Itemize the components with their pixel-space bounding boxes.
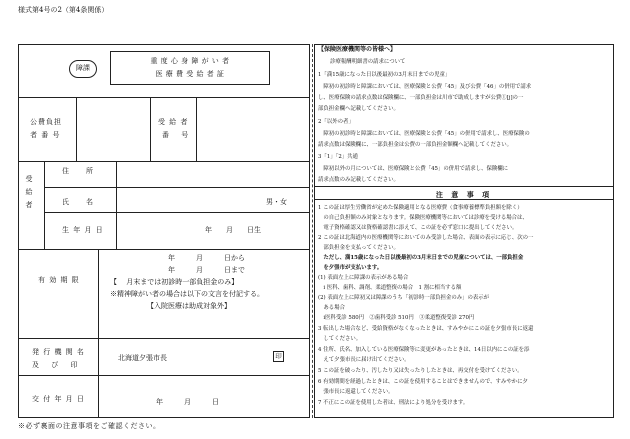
- birth-label: 生 年 月 日: [62, 226, 104, 234]
- seal-char: 印: [275, 352, 282, 360]
- notice-line: ⅰ 医科、歯科、調剤、柔道整復の場合 1 割に相当する額: [318, 285, 462, 291]
- insurance-line: 部負担金欄へ記載してください。: [318, 106, 399, 112]
- address-label: 住 所: [62, 167, 94, 175]
- title-line-2: 医 療 費 受 給 者 証: [155, 70, 225, 78]
- insurance-line: 障初の初診時と障課においては、医療保険と公費「45」の併用で請求し、医療保険の: [318, 131, 530, 137]
- category-stamp-label: 障課: [76, 64, 90, 72]
- notice-line: 4 住所、氏名、加入している医療保険等に変更があったときは、14日以内にこの証を添: [318, 347, 530, 353]
- recipient-number-field[interactable]: [197, 98, 309, 160]
- notice-line: 張市長に返還してください。: [318, 389, 394, 395]
- insurance-line: 2「以外の者」: [318, 119, 354, 125]
- validity-note-3: 【入院医療は助成対象外】: [147, 302, 231, 310]
- notice-line: 3 転出した場合など、受給資格がなくなったときは、すみやかにこの証を夕張市長に返還: [318, 326, 534, 332]
- name-field[interactable]: [117, 188, 257, 211]
- issuer-label-1: 発 行 機 関 名: [32, 348, 85, 356]
- issuer-name: 北海道夕張市長: [118, 354, 167, 362]
- notice-line: してください。: [318, 336, 362, 342]
- notice-line: (1) 表面左上に障課の表示がある場合: [318, 275, 409, 281]
- form-id: 様式第4号の2（第4条関係）: [18, 6, 109, 14]
- insurance-line: 障初の初診時と障課においては、医療保険と公費「45」及び公費「46」の併用で請求: [318, 84, 532, 90]
- issue-date-label: 交 付 年 月 日: [32, 395, 85, 403]
- notice-line: 6 有効期間を経過したときは、この証を使用することはできませんので、すみやかに夕: [318, 379, 528, 385]
- insurance-line: 請求点数のみ記載してください。: [318, 177, 399, 183]
- name-label: 氏 名: [62, 198, 94, 206]
- issuer-label-2: 及 び 印: [32, 361, 79, 369]
- notice-line: ただし、満15歳になった日以後最初の3月末日までの児童については、一部負担金: [318, 255, 524, 261]
- insurance-line: 1「満15歳になった日以後最初の3月末日までの児童」: [318, 72, 451, 78]
- validity-to: 年 月 日まで: [168, 266, 245, 274]
- notice-line: 7 不正にこの証を使用した者は、刑法により処分を受けます。: [318, 400, 469, 406]
- notice-heading: 注 意 事 項: [435, 190, 493, 199]
- issue-date-field[interactable]: 年 月 日: [156, 398, 219, 406]
- notice-line: 電子資格確認又は資格確認書に添えて、この証を必ず窓口に提出してください。: [318, 225, 518, 231]
- birth-date-field[interactable]: 年 月 日生: [205, 226, 261, 234]
- notice-line: 5 この証を破ったり、汚したり又は失ったりしたときは、再交付を受けてください。: [318, 368, 523, 374]
- recipient-label-1: 受 給 者: [158, 118, 189, 126]
- insurance-line: 請求点数は保険欄に、一部負担金は公費の一部負担金額欄へ記載してください。: [318, 142, 513, 148]
- insurance-line: 障初以外の月については、医療保険と公費「45」の併用で請求し、保険欄に: [318, 166, 509, 172]
- beneficiary-label: 受給者: [25, 175, 33, 214]
- payer-number-field[interactable]: [77, 98, 149, 160]
- validity-from: 年 月 日から: [168, 254, 245, 262]
- address-field[interactable]: [117, 162, 309, 186]
- insurance-line: 診療報酬明細書の請求について: [330, 59, 406, 65]
- notice-line: (2) 表面左上に障初又は障課のうち「初診時一部負担金のみ」の表示が: [318, 295, 490, 301]
- insurance-line: 3「1」「2」共通: [318, 154, 358, 160]
- notice-line: えて夕張市長に届け出てください。: [318, 357, 410, 363]
- validity-note-1: 【 月末までは初診時一部負担金のみ】: [110, 278, 239, 286]
- validity-note-2: ※精神障がい者の場合は以下の文言を付記する。: [110, 290, 264, 298]
- notice-line: を夕張市が支払います。: [318, 265, 383, 271]
- notice-line: ある場合: [318, 305, 345, 311]
- footer-note: ※必ず裏面の注意事項をご確認ください。: [18, 422, 161, 430]
- payer-label-2: 者 番 号: [30, 131, 61, 139]
- title-line-1: 重 度 心 身 障 が い 者: [150, 57, 230, 65]
- notice-line: の自己負担額のみ対象となります。保険医療機関等においては診療を受ける場合は、: [318, 215, 528, 221]
- notice-line: 部負担金を支払ってください。: [318, 245, 399, 251]
- insurance-heading: 【保険医療機関等の皆様へ】: [318, 46, 397, 53]
- payer-label-1: 公費負担: [30, 118, 62, 126]
- recipient-label-2: 番 号: [162, 131, 190, 139]
- notice-line: ⅰ医科受診 580円 ②歯科受診 510円 ③柔道整復受診 270円: [318, 315, 475, 321]
- validity-label: 有 効 期 限: [38, 276, 80, 284]
- notice-line: 2 この証は北海道内の医療機関等においてのみ受診した場合、表面の表示に応じ、次の一: [318, 235, 534, 241]
- notice-line: 1 この証は厚生労働省が定めた保険適用となる医療費（食事療養標準負担額を除く）: [318, 205, 523, 211]
- sex-selector[interactable]: 男・女: [266, 198, 287, 206]
- insurance-line: し、医療保険の請求点数は保険欄に、一部負担金は川市で助成しますが公費①[j]の一: [318, 95, 524, 101]
